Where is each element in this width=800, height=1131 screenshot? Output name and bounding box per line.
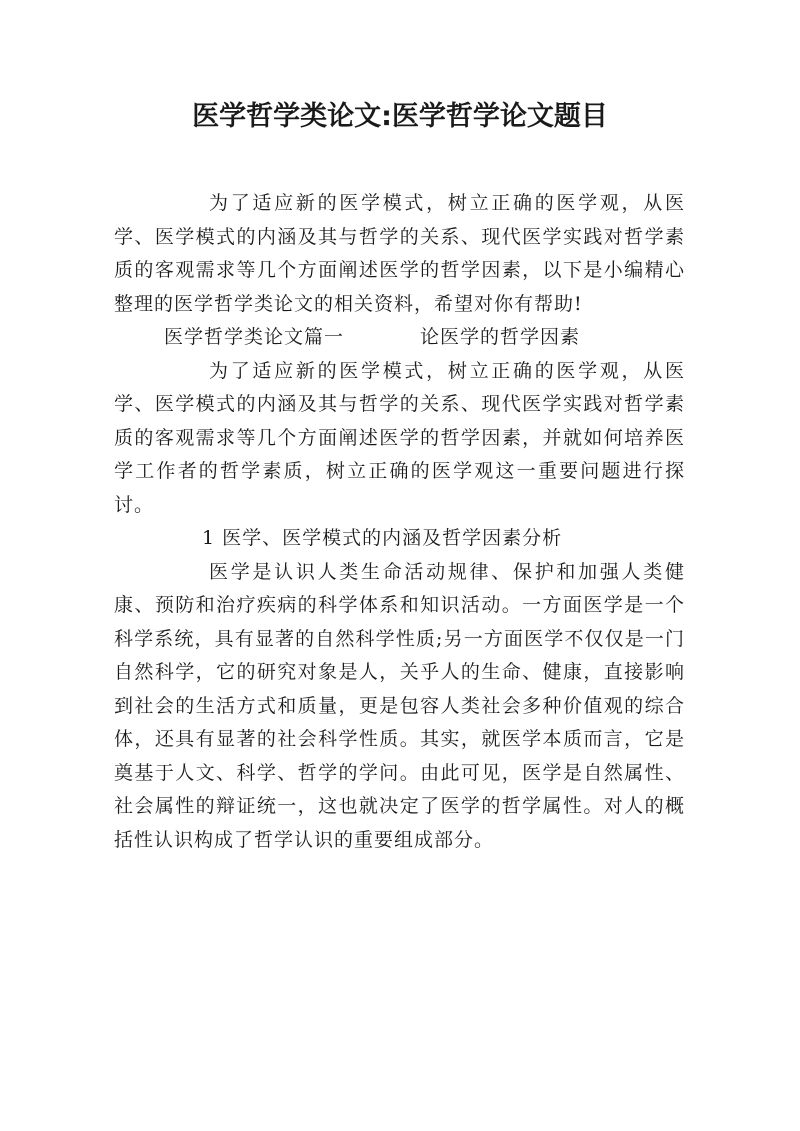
section-1-paragraph: 医学是认识人类生命活动规律、保护和加强人类健康、预防和治疗疾病的科学体系和知识活动。一方面医学是一个科学系统，具有显著的自然科学性质;另一方面医学不仅仅是一门自然科学，它的研究对象是人，关乎人的生命、健康，直接影响到社会的生活方式和质量，更是包容人类社会多种价值观的综合体，还具有显著的社会科学性质。其实，就医学本质而言，它是奠基于人文、科学、哲学的学问。由此可见，医学是自然属性、社会属性的辩证统一，这也就决定了医学的哲学属性。对人的概括性认识构成了哲学认识的重要组成部分。 — [114, 560, 685, 851]
section-1-heading: 1 医学、医学模式的内涵及哲学因素分析 — [202, 527, 563, 549]
abstract-paragraph: 为了适应新的医学模式，树立正确的医学观，从医学、医学模式的内涵及其与哲学的关系、现代医学实践对哲学素质的客观需求等几个方面阐述医学的哲学因素，并就如何培养医学工作者的哲学素质，树立正确的医学观这一重要问题进行探讨。 — [114, 359, 685, 516]
article-series-label: 医学哲学类论文篇一 — [164, 326, 345, 348]
document-title: 医学哲学类论文:医学哲学论文题目 — [192, 101, 608, 132]
article-heading — [114, 321, 685, 355]
intro-paragraph: 为了适应新的医学模式，树立正确的医学观，从医学、医学模式的内涵及其与哲学的关系、现代医学实践对哲学素质的客观需求等几个方面阐述医学的哲学因素，以下是小编精心整理的医学哲学类论文的相关资料，希望对你有帮助! — [114, 192, 685, 315]
article-title: 论医学的哲学因素 — [420, 326, 581, 348]
document-body — [114, 187, 685, 857]
